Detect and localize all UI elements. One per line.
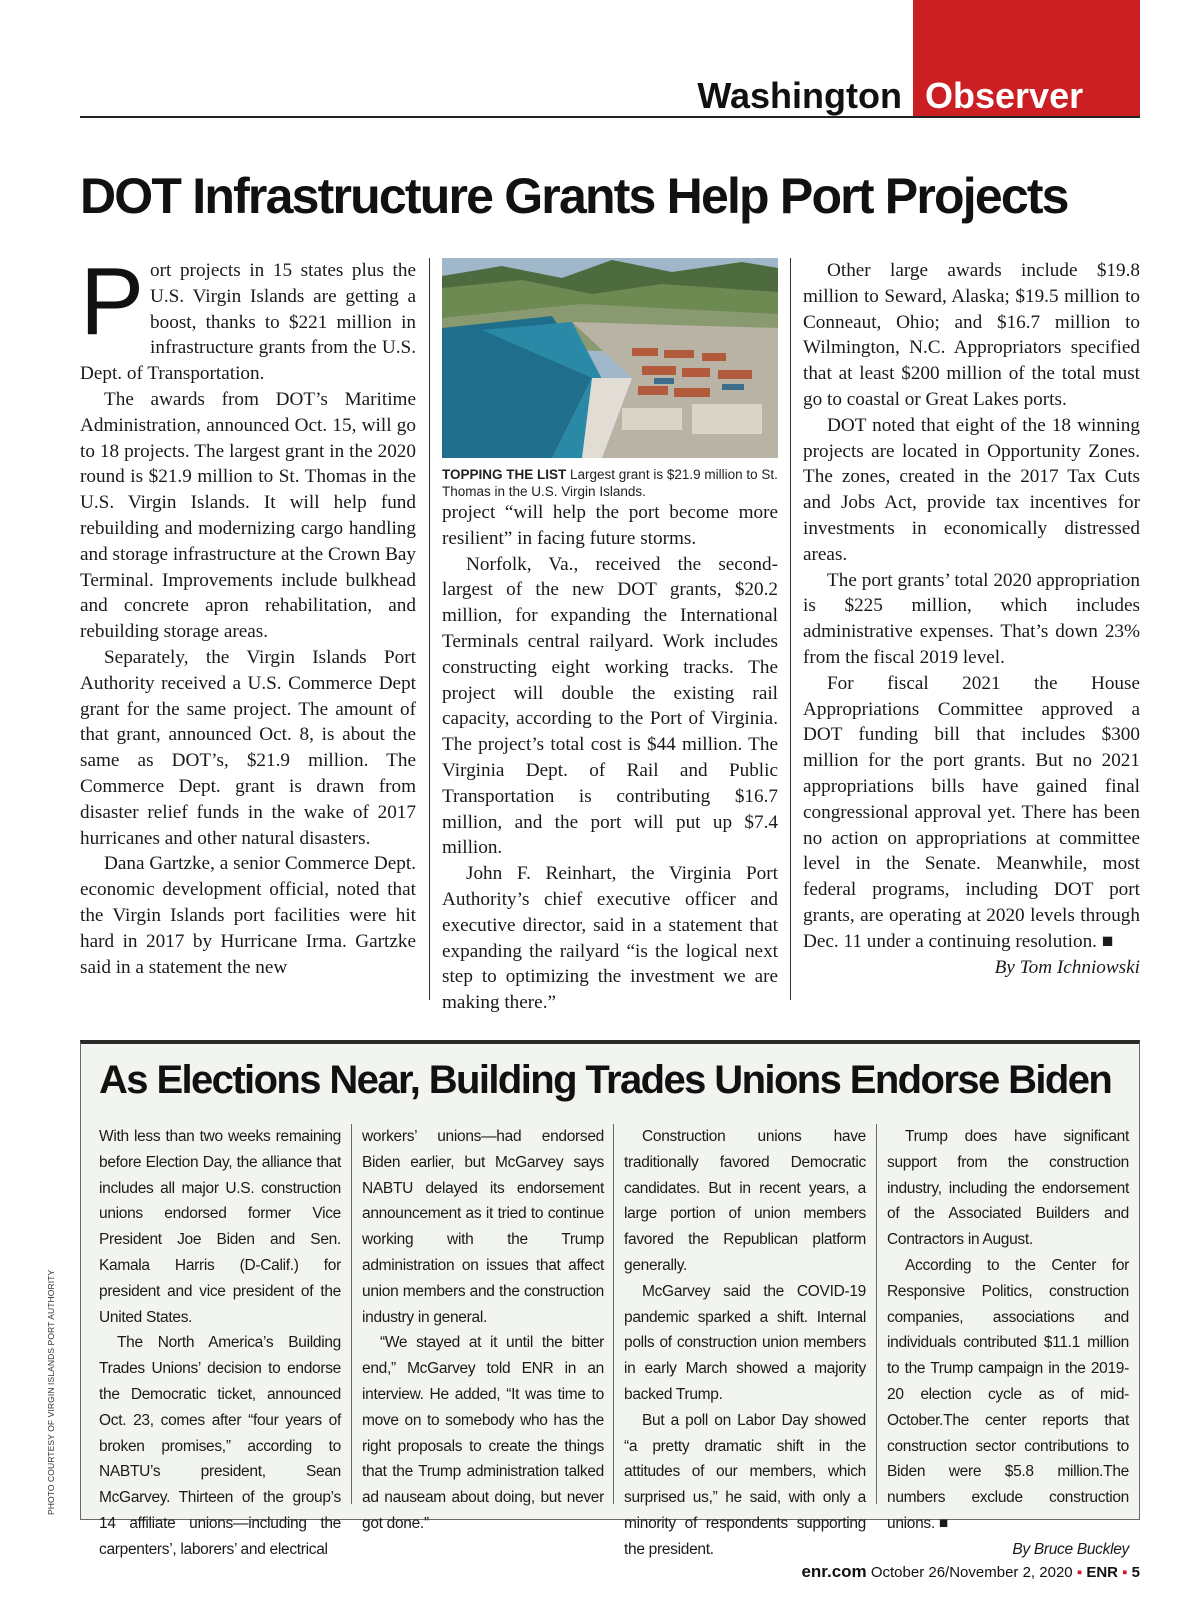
article-byline: By Tom Ichniowski <box>994 956 1140 978</box>
sidebar-byline: By Bruce Buckley <box>1012 1540 1129 1558</box>
header-rule <box>80 116 1140 118</box>
paragraph: According to the Center for Responsive Politics, construction companies, associations and individuals contributed $11.1 million to the Trump campaign in the 2019-20 election cycle as of mid-October.The center reports that construction sector contributions to Biden were $5.8 million.The numbers exclude construction unions. ■ <box>887 1256 1129 1532</box>
article-column-1 <box>80 248 416 980</box>
paragraph: project “will help the port become more resilient” in facing future storms. <box>442 502 778 549</box>
paragraph: With less than two weeks remaining before Election Day, the alliance that includes all major U.S. construction unions endorsed former Vice President Joe Biden and Sen. Kamala Harris (D-Calif.) for president and vice president of the United States. <box>99 1128 341 1326</box>
column-divider <box>429 258 430 1000</box>
article-column-2 <box>442 258 778 1016</box>
photo-caption <box>442 466 778 500</box>
paragraph: Dana Gartzke, a senior Commerce Dept. economic development official, noted that the Virgin Islands port facilities were hit hard in 2017 by Hurricane Irma. Gartzke said in a statement the new <box>80 853 416 978</box>
sidebar-divider <box>876 1124 877 1504</box>
paragraph: DOT noted that eight of the 18 winning projects are located in Opportunity Zones. The zones, created in the 2017 Tax Cuts and Jobs Act, provide tax incentives for investments in economically distressed areas. <box>803 414 1140 565</box>
port-aerial-photo <box>442 258 778 458</box>
paragraph: Separately, the Virgin Islands Port Authority received a U.S. Commerce Dept grant for the same project. The amount of that grant, announced Oct. 8, is about the same as DOT’s, $21.9 million. The Commerce Dept. grant is drawn from disaster relief funds in the wake of 2017 hurricanes and other natural disasters. <box>80 646 416 849</box>
sidebar-divider <box>351 1124 352 1504</box>
paragraph: McGarvey said the COVID-19 pandemic sparked a shift. Internal polls of construction union members in early March showed a majority backed Trump. <box>624 1282 866 1403</box>
sidebar-column-1 <box>99 1124 341 1563</box>
page-number: 5 <box>1131 1564 1140 1581</box>
paragraph: The awards from DOT’s Maritime Administration, announced Oct. 15, will go to 18 projects. The largest grant in the 2020 round is $21.9 million to St. Thomas in the U.S. Virgin Islands. It will help fund rebuilding and modernizing cargo handling and storage infrastructure at the Crown Bay Terminal. Improvements include bulkhead and concrete apron rehabilitation, and rebuilding storage areas. <box>80 388 416 643</box>
paragraph: Trump does have significant support from the construction industry, including the endorsement of the Associated Builders and Contractors in August. <box>887 1128 1129 1249</box>
caption-kicker: TOPPING THE LIST <box>442 467 567 482</box>
footer-brand: ENR <box>1086 1564 1118 1581</box>
port-photo-illustration <box>442 258 778 458</box>
paragraph: “We stayed at it until the bitter end,” McGarvey told ENR in an interview. He added, “It was time to move on to somebody who has the right proposals to create the things that the Trump administration talked ad nauseam about doing, but never got done.” <box>362 1334 604 1532</box>
column-divider <box>790 258 791 1000</box>
article-headline: DOT Infrastructure Grants Help Port Projects <box>80 168 1068 224</box>
photo-credit-text: PHOTO COURTESY OF VIRGIN ISLANDS PORT AUTHORITY <box>46 1269 56 1515</box>
paragraph: The North America’s Building Trades Unions’ decision to endorse the Democratic ticket, announced Oct. 23, comes after “four years of broken promises,” according to NABTU’s president, Sean McGarvey. Thirteen of the group’s 14 affiliate unions—including the carpenters’, laborers’ and electrical <box>99 1334 341 1558</box>
sidebar-column-3 <box>624 1124 866 1563</box>
paragraph: But a poll on Labor Day showed “a pretty dramatic shift in the attitudes of our members, which surprised us,” he said, with only a minority of respondents supporting the president. <box>624 1411 866 1558</box>
sidebar-column-4 <box>887 1124 1129 1563</box>
sidebar-column-2 <box>362 1124 604 1537</box>
paragraph: workers’ unions—had endorsed Biden earlier, but McGarvey says NABTU delayed its endorsement announcement as it tried to continue working with the Trump administration on issues that affect union members and the construction industry in general. <box>362 1128 604 1326</box>
sidebar-box <box>80 1040 1140 1558</box>
footer-date: October 26/November 2, 2020 <box>870 1564 1073 1581</box>
section-label-washington: Washington <box>697 75 902 116</box>
article-column-3 <box>803 258 1140 980</box>
footer-separator: ▪ <box>1076 1564 1083 1581</box>
sidebar-divider <box>613 1124 614 1504</box>
drop-cap: P <box>80 248 145 355</box>
photo-credit <box>36 1269 56 1520</box>
paragraph: Norfolk, Va., received the second-largest of the new DOT grants, $20.2 million, for expanding the International Terminals central railyard. Work includes constructing eight working tracks. The project will double the existing rail capacity, according to the Port of Virginia. The project’s total cost is $44 million. The Virginia Dept. of Rail and Public Transportation is contributing $16.7 million, and the port will put up $7.4 million. <box>442 553 778 859</box>
paragraph: For fiscal 2021 the House Appropriations Committee approved a DOT funding bill that includes $300 million for the port grants. But no 2021 appropriations bills have gained final congressional approval yet. There has been no action on appropriations at committee level in the Senate. Meanwhile, most federal programs, including DOT port grants, are operating at 2020 levels through Dec. 11 under a continuing resolution. ■ <box>803 672 1140 952</box>
footer-separator: ▪ <box>1122 1564 1128 1581</box>
paragraph: ort projects in 15 states plus the U.S. Virgin Islands are getting a boost, thanks to $221 million in infrastructure grants from the U.S. Dept. of Transportation. <box>80 260 416 385</box>
page-footer <box>801 1562 1140 1583</box>
paragraph: Construction unions have traditionally favored Democratic candidates. But in recent years, a large portion of union members favored the Republican platform generally. <box>624 1128 866 1274</box>
section-label-observer: Observer <box>925 75 1084 116</box>
sidebar-headline: As Elections Near, Building Trades Unions Endorse Biden <box>99 1058 1112 1102</box>
paragraph: The port grants’ total 2020 appropriation is $225 million, which includes administrative expenses. That’s down 23% from the fiscal 2019 level. <box>803 569 1140 668</box>
paragraph: Other large awards include $19.8 million to Seward, Alaska; $19.5 million to Conneaut, Ohio; and $16.7 million to Wilmington, N.C. Appropriators specified that at least $200 million of the total must go to coastal or Great Lakes ports. <box>803 260 1140 410</box>
footer-site[interactable]: enr.com <box>801 1562 867 1581</box>
paragraph: John F. Reinhart, the Virginia Port Authority’s chief executive officer and executive director, said in a statement that expanding the railyard “is the logical next step to optimizing the investment we are making there.” <box>442 863 778 1014</box>
caption-text: Largest grant is $21.9 million to St. Thomas in the U.S. Virgin Islands. <box>442 467 778 499</box>
